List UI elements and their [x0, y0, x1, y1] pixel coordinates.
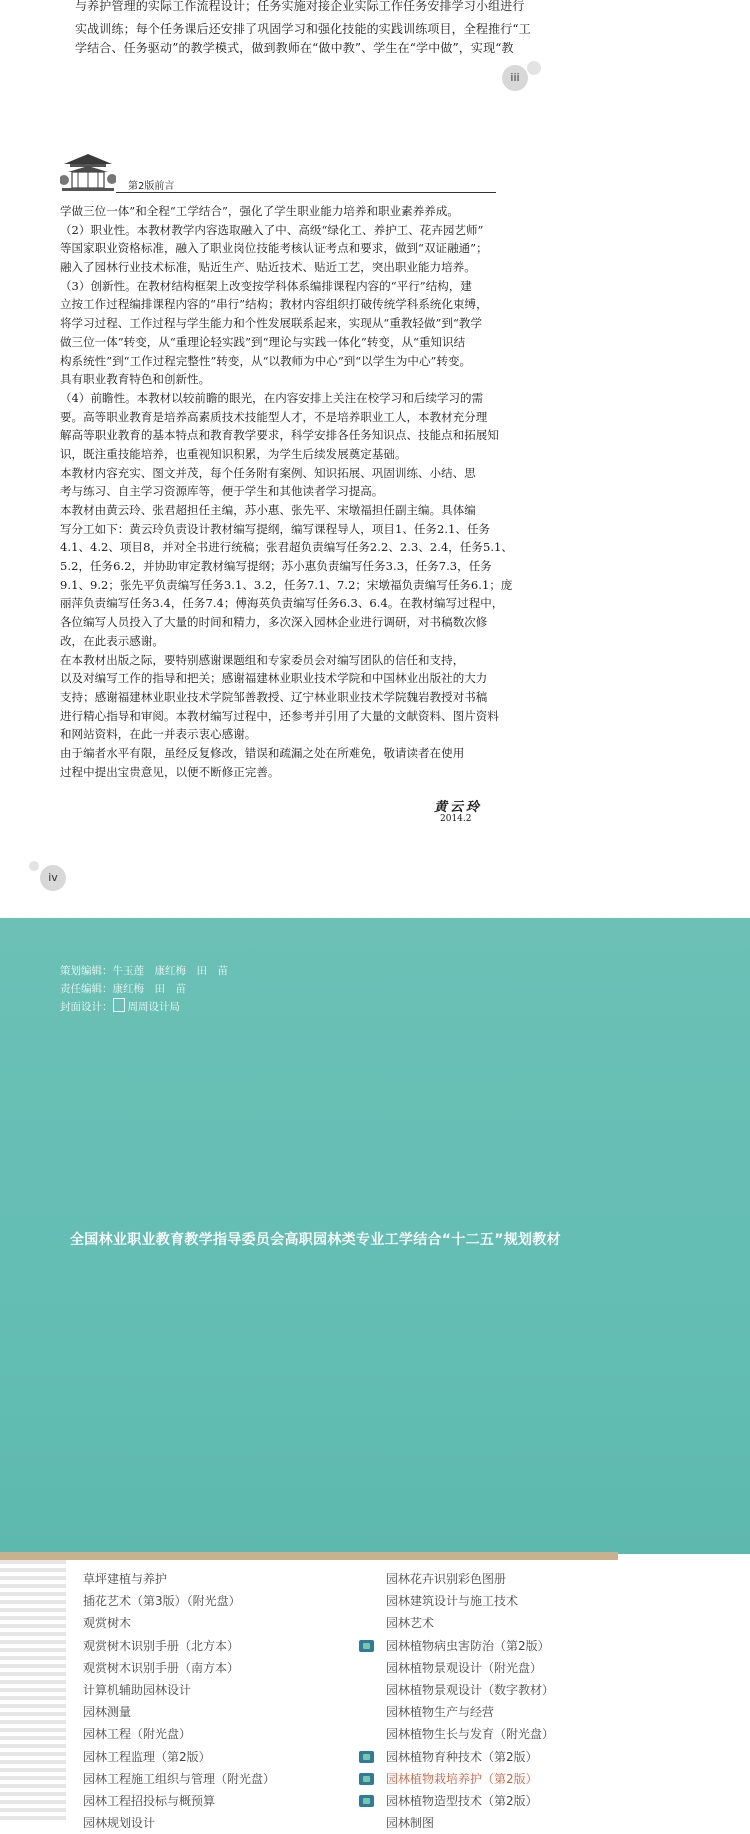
- text-line: 改，在此表示感谢。: [60, 633, 164, 648]
- text-line: 学结合、任务驱动”的教学模式，做到教师在“做中教”、学生在“学中做”，实现“教: [75, 41, 514, 55]
- book-title: 园林工程监理（第2版）: [83, 1749, 211, 1764]
- page-iv-body: [60, 202, 513, 781]
- text-line: 进行精心指导和审阅。本教材编写过程中，还参考并引用了大量的文献资料、图片资料: [60, 708, 499, 723]
- book-title: 园林工程（附光盘）: [83, 1727, 192, 1742]
- text-line: 等国家职业资格标准，融入了职业岗位技能考核认证考点和要求，做到“双证融通”；: [60, 241, 488, 256]
- book-title: 计算机辅助园林设计: [83, 1682, 192, 1697]
- series-title: 全国林业职业教育教学指导委员会高职园林类专业工学结合“十二五”规划教材: [70, 1232, 561, 1248]
- book-title: 园林植物景观设计（数字教材）: [386, 1682, 555, 1697]
- text-line: 识，既注重技能培养，也重视知识积累，为学生后续发展奠定基础。: [60, 446, 407, 461]
- book-item: [386, 1768, 554, 1790]
- book-title: 观赏树木识别手册（北方本）: [83, 1638, 240, 1653]
- stripe-decoration: [0, 1560, 66, 1820]
- credit-line: 策划编辑：牛玉莲 康红梅 田 苗: [60, 965, 228, 977]
- page-iii-fragment: [0, 0, 750, 110]
- credit-line: [60, 998, 228, 1016]
- book-title: 观赏树木: [83, 1616, 132, 1631]
- book-title: 园林工程施工组织与管理（附光盘）: [83, 1771, 276, 1786]
- book-item: [386, 1635, 554, 1657]
- digital-resource-icon: [359, 1773, 374, 1785]
- text-line: 丽萍负责编写任务3.4，任务7.4；傅海英负责编写任务6.3、6.4。在教材编写过程中，: [60, 596, 504, 611]
- text-line: （2）职业性。本教材教学内容选取融入了中、高级“绿化工、养护工、花卉园艺师”: [60, 222, 484, 237]
- text-line: 解高等职业教育的基本特点和教育教学要求，科学安排各任务知识点、技能点和拓展知: [60, 428, 499, 443]
- text-line: 融入了园林行业技术标准，贴近生产、贴近技术、贴近工艺，突出职业能力培养。: [60, 260, 476, 275]
- text-line: 支持；感谢福建林业职业技术学院邹善教授、辽宁林业职业技术学院魏岩教授对书稿: [60, 689, 488, 704]
- book-title: 观赏树木识别手册（南方本）: [83, 1660, 240, 1675]
- author-signature: 黄云玲: [434, 800, 483, 815]
- text-line: 各位编写人员投入了大量的时间和精力，多次深入园林企业进行调研，对书稿数次修: [60, 615, 488, 630]
- digital-resource-icon: [359, 1795, 374, 1807]
- text-line: 立按工作过程编排课程内容的“串行”结构；教材内容组织打破传统学科系统化束缚，: [60, 297, 488, 312]
- digital-resource-icon: [359, 1751, 374, 1763]
- text-line: 构系统性”到“工作过程完整性”转变，从“以教师为中心”到“以学生为中心”转变。: [60, 353, 472, 368]
- book-title: 园林规划设计: [83, 1816, 156, 1831]
- text-line: 9.1、9.2；张先平负责编写任务3.1、3.2，任务7.1、7.2；宋墩福负责编写任务6.1；庞: [60, 577, 513, 592]
- page-number-dot: [29, 861, 39, 871]
- back-cover: [0, 918, 750, 1831]
- text-line: 将学习过程、工作过程与学生能力和个性发展联系起来，实现从“重教轻做”到“教学: [60, 316, 483, 331]
- text-line: 实战训练；每个任务课后还安排了巩固学习和强化技能的实践训练项目，全程推行“工: [75, 22, 531, 36]
- page-number: iii: [502, 65, 528, 91]
- book-title: 草坪建植与养护: [83, 1572, 168, 1586]
- credits: [60, 962, 228, 1016]
- book-list: [0, 1560, 750, 1831]
- book-title: 园林植物病虫害防治（第2版）: [386, 1638, 550, 1653]
- book-title: 园林工程招投标与概预算: [83, 1793, 216, 1808]
- text-line: 做三位一体”转变，从“重理论轻实践”到“理论与实践一体化”转变，从“重知识结: [60, 334, 466, 349]
- digital-resource-icon: [359, 1640, 374, 1652]
- book-title: 园林制图: [386, 1816, 435, 1831]
- accent-bar: [0, 1552, 618, 1560]
- book-title: 园林建筑设计与施工技术: [386, 1594, 519, 1609]
- page-iv-header: [60, 150, 496, 194]
- preface-date: 2014.2: [440, 814, 472, 824]
- text-line: 本教材由黄云玲、张君超担任主编，苏小惠、张先平、宋墩福担任副主编。具体编: [60, 503, 476, 517]
- text-line: 具有职业教育特色和创新性。: [60, 372, 211, 387]
- credit-label: 封面设计：: [60, 1001, 113, 1013]
- book-list-left: [83, 1568, 275, 1834]
- header-rule: [116, 192, 496, 193]
- book-list-right: [386, 1568, 554, 1834]
- design-studio: 周周设计局: [127, 1001, 180, 1013]
- text-line: 以及对编写工作的指导和把关；感谢福建林业职业技术学院和中国林业出版社的大力: [60, 671, 488, 686]
- text-line: 和网站资料，在此一并表示衷心感谢。: [60, 727, 257, 742]
- text-line: 与养护管理的实际工作流程设计；任务实施对接企业实际工作任务安排学习小组进行: [75, 0, 525, 13]
- credit-line: 责任编辑：康红梅 田 苗: [60, 983, 186, 995]
- text-line: 本教材内容充实、图文并茂，每个任务附有案例、知识拓展、巩固训练、小结、思: [60, 465, 476, 480]
- book-title: 园林植物造型技术（第2版）: [386, 1793, 538, 1808]
- book-item: [386, 1790, 554, 1812]
- book-title: 园林植物育种技术（第2版）: [386, 1749, 538, 1764]
- page-number: iv: [40, 865, 66, 891]
- book-title: 园林测量: [83, 1705, 132, 1720]
- header-label: 第2版前言: [128, 181, 175, 192]
- book-title: 园林花卉识别彩色图册: [386, 1572, 507, 1586]
- book-title: 园林植物生长与发育（附光盘）: [386, 1727, 555, 1742]
- book-title: 插花艺术（第3版）（附光盘）: [83, 1594, 241, 1609]
- book-item: [386, 1746, 554, 1768]
- studio-logo-icon: [113, 998, 125, 1012]
- pagoda-icon: [60, 150, 116, 192]
- text-line: （3）创新性。在教材结构框架上改变按学科体系编排课程内容的“平行”结构，建: [60, 278, 472, 293]
- text-line: （4）前瞻性。本教材以较前瞻的眼光，在内容安排上关注在校学习和后续学习的需: [60, 390, 484, 405]
- book-title: 园林植物景观设计（附光盘）: [386, 1660, 543, 1675]
- page-number-dot: [527, 61, 541, 75]
- book-title: 园林艺术: [386, 1616, 435, 1631]
- book-title: 园林植物生产与经营: [386, 1705, 495, 1720]
- text-line: 要。高等职业教育是培养高素质技术技能型人才，不是培养职业工人，本教材充分理: [60, 409, 488, 424]
- text-line: 学做三位一体”和全程“工学结合”，强化了学生职业能力培养和职业素养养成。: [60, 204, 459, 218]
- text-line: 5.2，任务6.2，并协助审定教材编写提纲；苏小惠负责编写任务3.3，任务7.3，任务: [60, 559, 492, 574]
- text-line: 过程中提出宝贵意见，以便不断修正完善。: [60, 764, 280, 779]
- text-line: 在本教材出版之际，要特别感谢课题组和专家委员会对编写团队的信任和支持，: [60, 652, 465, 667]
- text-line: 由于编者水平有限，虽经反复修改，错误和疏漏之处在所难免，敬请读者在使用: [60, 745, 465, 760]
- text-line: 考与练习、自主学习资源库等，便于学生和其他读者学习提高。: [60, 484, 384, 499]
- text-line: 写分工如下：黄云玲负责设计教材编写提纲，编写课程导人，项目1、任务2.1、任务: [60, 521, 491, 536]
- book-title-highlighted: 园林植物栽培养护（第2版）: [386, 1771, 538, 1786]
- text-line: 4.1、4.2、项目8，并对全书进行统稿；张君超负责编写任务2.2、2.3、2.4，任务5.1、: [60, 540, 513, 555]
